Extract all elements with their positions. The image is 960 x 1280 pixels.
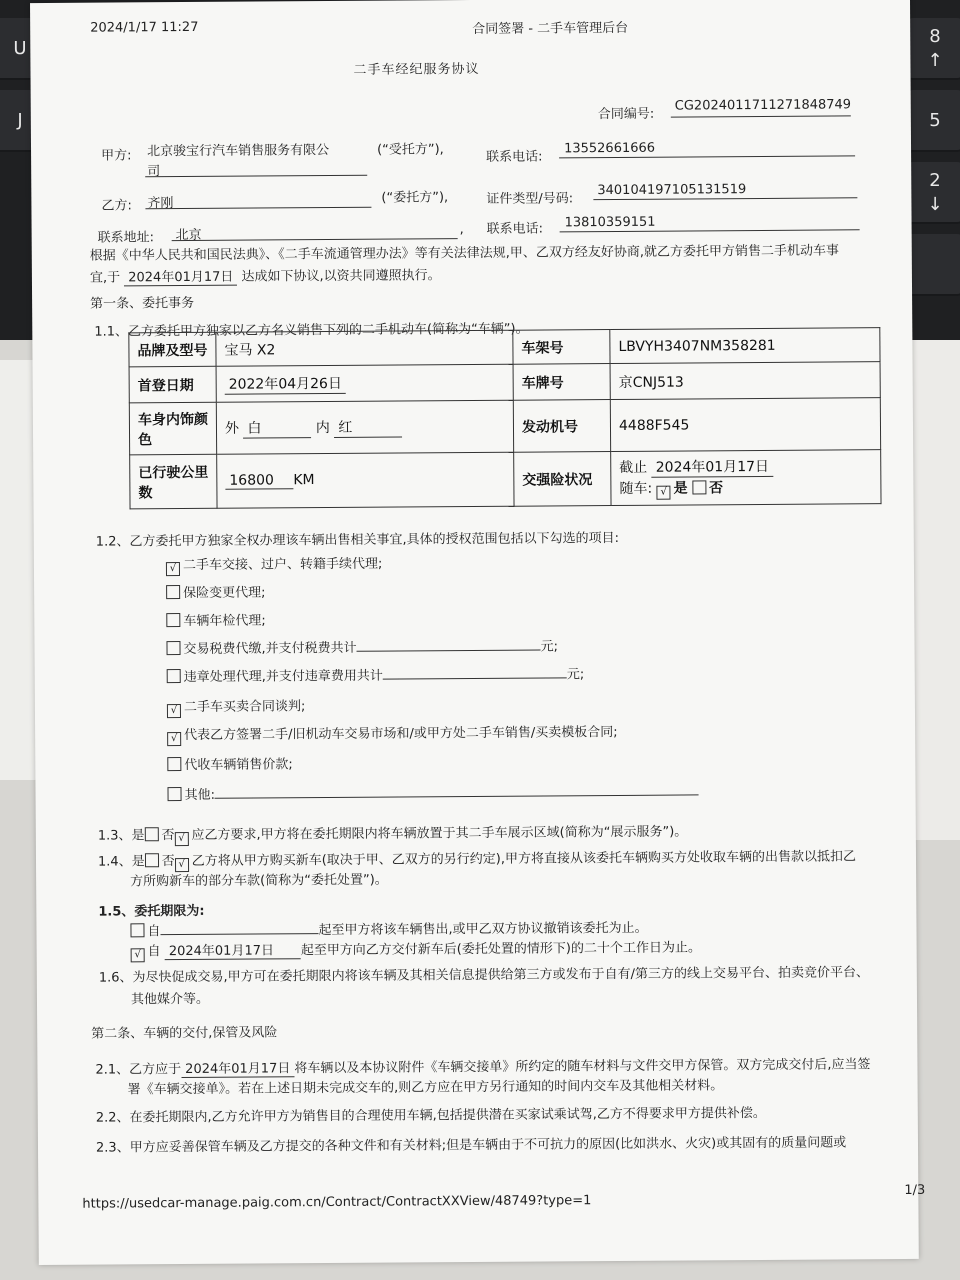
authorization-item: 违章处理代理,并支付违章费用共计 元; [167,663,585,685]
table-key: 发动机号 [513,400,610,453]
footer-url: https://usedcar-manage.paig.com.cn/Contract/ContractXXView/48749?type=1 [82,1193,592,1212]
authorization-item: √ 代表乙方签署二手/旧机动车交易市场和/或甲方处二手车销售/买卖模板合同; [167,721,618,746]
insurance-status: 截止 2024年01月17日 随车: √ 是 否 [611,450,881,506]
vehicle-info-table [128,327,881,509]
print-datetime: 2024/1/17 11:27 [90,19,199,36]
clause-1-4: 1.4、是 否 √ 乙方将从甲方购买新车(取决于甲、乙双方的另行约定),甲方将直接从该委托车辆购买方处收取车辆的出售款以抵扣乙 [98,845,856,872]
party-b-label: 乙方: [101,198,132,214]
table-key: 品牌及型号 [129,332,216,367]
party-b-address: 北京 [175,227,202,244]
clause-1-6: 1.6、为尽快促成交易,甲方可在委托期限内将该车辆及其相关信息提供给第三方或发布于自有/第三方的线上交易平台、拍卖竞价平台、 [98,965,870,986]
keyboard-key: J [0,90,50,152]
address-comma: , [459,222,464,238]
clause-1-6-cont: 其他媒介等。 [130,991,210,1008]
print-page-title: 合同签署 - 二手车管理后台 [472,20,629,37]
intro-date: 2024年01月17日 [124,266,237,287]
address-label: 联系地址: [97,230,155,246]
clause-2-2: 2.2、在委托期限内,乙方允许甲方为销售目的合理使用车辆,包括提供潜在买家试乘试驾,乙方不得要求甲方提供补偿。 [95,1105,766,1126]
clause-2-3: 2.3、甲方应妥善保管车辆及乙方提交的各种文件和有关材料;但是车辆由于不可抗力的原因(比如洪水、火灾)或其固有的质量问题或 [95,1135,847,1156]
party-a-name: 北京骏宝行汽车销售服务有限公 [146,142,330,160]
plate-number: 京CNJ513 [610,362,880,400]
term-option-2: √ 自 2024年01月17日 起至甲方向乙方交付新车后(委托处置的情形下)的二十个工作日为止。 [131,936,701,962]
keyboard-key: 8 ↑ [905,18,960,80]
table-key: 首登日期 [129,366,216,403]
section-2-heading: 第二条、车辆的交付,保管及风险 [91,1025,278,1042]
party-b-name: 齐刚 [147,196,174,212]
authorization-item: 保险变更代理; [166,581,266,601]
clause-1-1: 1.1、乙方委托甲方独家以乙方名义销售下列的二手机动车(简称为“车辆”)。 [94,321,529,340]
table-key: 车架号 [513,330,610,365]
party-b-phone: 13810359151 [564,214,656,231]
mileage: 16800 KM [217,452,514,508]
party-a-name-cont: 司 [147,164,161,180]
authorization-item: 代收车辆销售价款; [167,753,293,773]
page-number: 1/3 [904,1182,926,1198]
table-key: 交强险状况 [514,452,611,507]
contract-no: CG2024011711271848749 [674,97,852,114]
party-b-id: 340104197105131519 [597,182,747,199]
authorization-item: 车辆年检代理; [166,609,266,629]
party-a-phone: 13552661666 [563,140,656,157]
vin: LBVYH3407NM358281 [610,328,880,364]
clause-2-1-cont: 署《车辆交接单》。若在上述日期未完成交车的,则乙方应在甲方另行通知的时间内交车及其他相关材料。 [127,1078,724,1098]
authorization-item: 其他: [167,780,699,803]
table-key: 车身内饰颜色 [129,402,216,455]
clause-1-2: 1.2、乙方委托甲方独家全权办理该车辆出售相关事宜,具体的授权范围包括以下勾选的项目: [95,530,620,550]
table-key: 已行驶公里数 [130,454,217,509]
keyboard-key: 2 ↓ [905,162,960,224]
party-b-role: (“委托方”), [381,190,449,206]
document-title: 二手车经纪服务协议 [353,61,480,78]
keyboard-key: U [0,18,50,80]
brand-model: 宝马 X2 [216,330,513,366]
party-a-role: (“受托方”), [376,142,444,158]
section-1-heading: 第一条、委托事务 [90,295,195,312]
authorization-item: √ 二手车买卖合同谈判; [167,695,306,718]
color: 外 白 内 红 [216,400,513,454]
table-key: 车牌号 [513,364,610,401]
phone-label: 联系电话: [486,149,543,165]
intro-line-2: 宜,于 2024年01月17日 达成如下协议,以资共同遵照执行。 [90,264,441,286]
intro-line-1: 根据《中华人民共和国民法典》、《二手车流通管理办法》等有关法律法规,甲、乙双方经友好协商,就乙方委托甲方销售二手机动车事 [89,243,840,264]
contract-page [30,0,926,1265]
keyboard-key [905,234,960,296]
clause-2-1: 2.1、乙方应于 2024年01月17日 将车辆以及本协议附件《车辆交接单》所约定的随车材料与文件交甲方保管。双方完成交付后,应当签 [95,1057,871,1078]
engine-number: 4488F545 [610,398,880,452]
keyboard-key: 5 [905,90,960,152]
first-registration: 2022年04月26日 [216,364,513,402]
clause-1-4-cont: 方所购新车的部分车款(简称为“委托处置”)。 [130,872,388,890]
authorization-item: √ 二手车交接、过户、转籍手续代理; [166,553,383,577]
term-option-1: 自 起至甲方将该车辆售出,或甲乙双方协议撤销该委托为止。 [130,917,647,940]
clause-1-3: 1.3、是 否 √ 应乙方要求,甲方将在委托期限内将车辆放置于其二手车展示区域(简称为“展示服务”)。 [98,821,688,847]
clause-1-5: 1.5、委托期限为: [98,903,205,920]
id-label: 证件类型/号码: [486,191,574,207]
authorization-item: 交易税费代缴,并支付税费共计 元; [166,635,558,657]
contract-no-label: 合同编号: [597,106,655,123]
party-a-label: 甲方: [101,148,132,164]
phone-label: 联系电话: [486,221,544,237]
